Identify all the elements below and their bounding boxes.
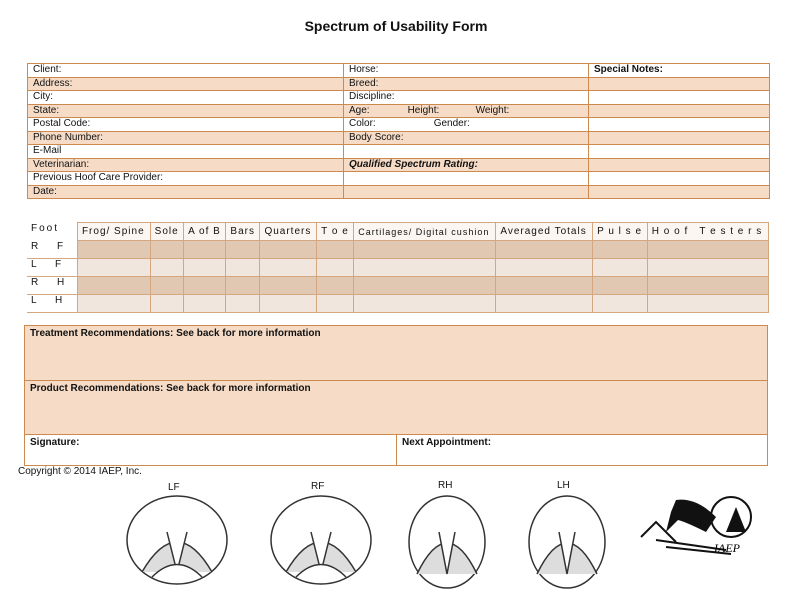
notes-field[interactable] [589,172,770,186]
age-label: Age: [349,104,370,116]
field-label: Previous Hoof Care Provider: [33,172,164,184]
info-row [28,131,770,145]
info-field[interactable] [28,118,344,132]
color-label: Color: [349,118,376,130]
info-row [28,172,770,186]
column-header: Quarters [260,223,317,241]
product-label: Product Recommendations: See back for more information [30,383,311,394]
hoof-cell[interactable] [260,277,317,295]
notes-field[interactable] [589,158,770,172]
hoof-cell[interactable] [77,295,150,313]
hoof-cell[interactable] [260,295,317,313]
info-field[interactable] [28,185,344,199]
hoof-cell[interactable] [150,241,183,259]
info-field[interactable] [344,118,589,132]
hoof-cell[interactable] [317,241,354,259]
hoof-cell[interactable] [150,277,183,295]
column-header: A of B [184,223,226,241]
hoof-cell[interactable] [150,295,183,313]
iaep-logo [636,492,766,557]
hoof-cell[interactable] [317,277,354,295]
info-field[interactable] [344,131,589,145]
hoof-table-header [27,223,769,241]
hoof-cell[interactable] [260,241,317,259]
hoof-cell[interactable] [354,241,496,259]
info-row [28,185,770,199]
info-field[interactable] [344,172,589,186]
product-recommendations-field[interactable] [24,380,768,435]
field-label: Qualified Spectrum Rating: [349,158,478,170]
column-header: Frog/ Spine [77,223,150,241]
hoof-cell[interactable] [496,277,593,295]
hoof-label-rf: RF [311,481,325,492]
hoof-cell[interactable] [496,241,593,259]
hoof-cell[interactable] [260,259,317,277]
hoof-cell[interactable] [77,277,150,295]
notes-field[interactable] [589,91,770,105]
info-field[interactable] [344,104,589,118]
info-field[interactable] [28,158,344,172]
hoof-row [27,277,769,295]
column-header: H o o f T e s t e r s [647,223,768,241]
hoof-cell[interactable] [354,259,496,277]
field-label: Client: [33,64,62,76]
hoof-assessment-table [27,222,769,313]
field-label: Address: [33,77,73,89]
info-field[interactable] [344,91,589,105]
hoof-lf-illustration [122,492,232,592]
info-row [28,158,770,172]
info-row [28,64,770,78]
hoof-lh-illustration [525,492,610,592]
hoof-cell[interactable] [184,259,226,277]
notes-field[interactable] [589,145,770,159]
info-field[interactable] [28,104,344,118]
info-row [28,91,770,105]
hoof-cell[interactable] [354,295,496,313]
signature-field[interactable] [24,434,397,466]
treatment-recommendations-field[interactable] [24,325,768,381]
hoof-cell[interactable] [317,259,354,277]
hoof-cell[interactable] [593,259,648,277]
hoof-cell[interactable] [184,277,226,295]
info-field[interactable] [28,172,344,186]
hoof-cell[interactable] [150,259,183,277]
hoof-label-lf: LF [168,482,180,493]
client-info-table [27,63,770,199]
notes-field[interactable] [589,77,770,91]
hoof-cell[interactable] [593,277,648,295]
notes-field[interactable] [589,118,770,132]
field-label: Breed: [349,77,379,89]
hoof-label-lh: LH [557,480,570,491]
hoof-cell[interactable] [647,277,768,295]
hoof-cell[interactable] [496,295,593,313]
column-header: P u l s e [593,223,648,241]
notes-field[interactable] [589,185,770,199]
info-field[interactable] [344,185,589,199]
hoof-cell[interactable] [647,241,768,259]
weight-label: Weight: [475,104,510,116]
hoof-cell[interactable] [354,277,496,295]
hoof-cell[interactable] [77,241,150,259]
info-field[interactable] [344,64,589,78]
hoof-cell[interactable] [593,241,648,259]
special-notes-label: Special Notes: [594,64,663,76]
hoof-cell[interactable] [647,295,768,313]
field-label: Postal Code: [33,118,91,130]
hoof-row [27,259,769,277]
gender-label: Gender: [433,118,470,130]
column-header: Averaged Totals [496,223,593,241]
hoof-cell[interactable] [496,259,593,277]
hoof-cell[interactable] [593,295,648,313]
hoof-cell[interactable] [184,295,226,313]
info-field[interactable] [344,77,589,91]
field-label: City: [33,91,53,103]
field-label: Date: [33,185,57,197]
field-label: Phone Number: [33,131,104,143]
hoof-label-rh: RH [438,480,453,491]
foot-label: R H [27,277,77,295]
field-label: State: [33,104,60,116]
info-field[interactable] [344,158,589,172]
info-row [28,145,770,159]
hoof-rh-illustration [405,492,490,592]
signature-label: Signature: [30,437,80,448]
next-appointment-field[interactable] [396,434,768,466]
hoof-cell[interactable] [226,259,260,277]
height-label: Height: [407,104,440,116]
notes-field[interactable] [589,104,770,118]
info-row [28,104,770,118]
field-label: E-Mail [33,145,62,157]
foot-label: L H [27,295,77,313]
field-label: Horse: [349,64,379,76]
foot-label: L F [27,259,77,277]
column-header: Bars [226,223,260,241]
info-field[interactable] [28,91,344,105]
hoof-row [27,295,769,313]
hoof-cell[interactable] [647,259,768,277]
info-field[interactable] [28,77,344,91]
column-header: Sole [150,223,183,241]
hoof-cell[interactable] [317,295,354,313]
copyright: Copyright © 2014 IAEP, Inc. [18,466,142,477]
hoof-cell[interactable] [77,259,150,277]
next-appointment-label: Next Appointment: [402,437,492,448]
info-field[interactable] [344,145,589,159]
hoof-cell[interactable] [226,277,260,295]
form-title: Spectrum of Usability Form [304,18,488,34]
notes-field[interactable] [589,131,770,145]
info-row [28,118,770,132]
field-label: Veterinarian: [33,158,90,170]
info-row [28,77,770,91]
hoof-row [27,241,769,259]
svg-text:IAEP: IAEP [714,541,740,555]
foot-header: Foot [27,223,77,241]
info-field[interactable] [28,145,344,159]
hoof-rf-illustration [266,492,376,592]
hoof-cell[interactable] [226,295,260,313]
info-field[interactable] [28,64,344,78]
special-notes-field[interactable] [589,64,770,78]
field-label: Discipline: [349,91,395,103]
foot-label: R F [27,241,77,259]
field-label: Body Score: [349,131,404,143]
column-header: T o e [317,223,354,241]
column-header: Cartilages/ Digital cushion [354,223,496,241]
info-field[interactable] [28,131,344,145]
hoof-cell[interactable] [226,241,260,259]
hoof-cell[interactable] [184,241,226,259]
treatment-label: Treatment Recommendations: See back for more information [30,328,321,339]
